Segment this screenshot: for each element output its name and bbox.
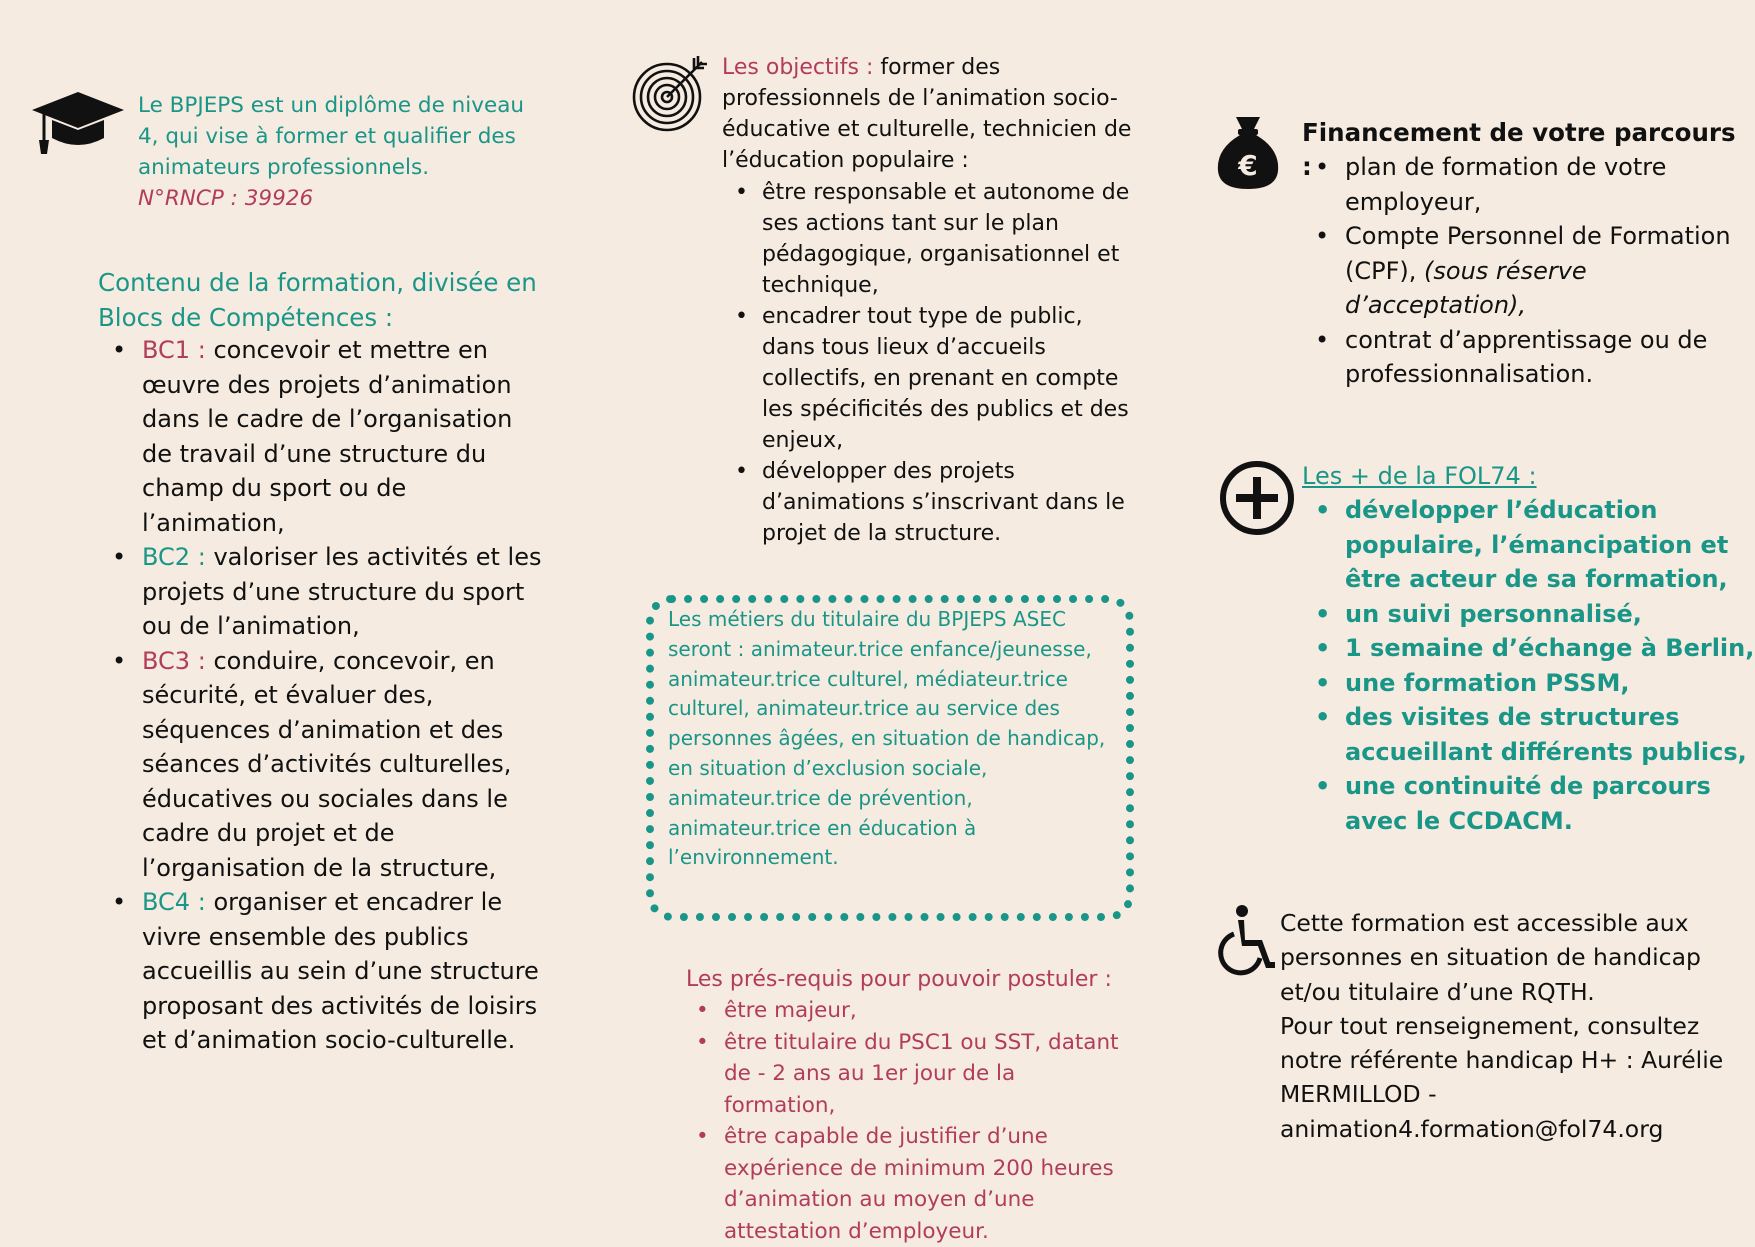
- list-item: • encadrer tout type de public, dans tous lieux d’accueils collectifs, en prenant en compte les spécificités des publics et des enjeux,: [735, 301, 1135, 456]
- financement-item-text: Compte Personnel de Formation (CPF),: [1345, 222, 1731, 285]
- bc-list: [112, 333, 542, 1058]
- list-item: [1315, 150, 1735, 219]
- objectifs-list: [735, 177, 1135, 549]
- list-item: [112, 885, 542, 1058]
- list-item: • être capable de justifier d’une expérience de minimum 200 heures d’animation au moyen d’une attestation d’employeur.: [696, 1121, 1126, 1247]
- financement-item-text: plan de formation de votre employeur,: [1345, 153, 1667, 216]
- list-item: [112, 644, 542, 886]
- financement-item-note: (sous réserve d’acceptation),: [1345, 256, 1587, 319]
- graduation-cap-icon: [30, 88, 126, 160]
- bc-label: BC4 :: [142, 888, 206, 916]
- bc-text: conduire, concevoir, en sécurité, et évaluer des, séquences d’animation et des séances d’activités culturelles, éducatives ou sociales dans le cadre du projet et de l’organisation de la structure,: [142, 646, 512, 882]
- bc-text: valoriser les activités et les projets d’une structure du sport ou de l’animation,: [142, 543, 542, 640]
- objectifs-lead: Les objectifs :: [722, 55, 874, 80]
- prerequis-title: Les prés-requis pour pouvoir postuler :: [686, 967, 1112, 992]
- bc-text: concevoir et mettre en œuvre des projets d’animation dans le cadre de l’organisation de travail d’une structure du champ du sport ou de l’animation,: [142, 336, 513, 537]
- bc-label: BC2 :: [142, 543, 206, 571]
- list-item: • un suivi personnalisé,: [1315, 597, 1755, 632]
- accessibilite-text: Cette formation est accessible aux personnes en situation de handicap et/ou titulaire d’une RQTH.: [1280, 909, 1701, 1006]
- list-item: [112, 333, 542, 540]
- objectifs-intro: [722, 52, 1142, 176]
- bc-label: BC1 :: [142, 336, 206, 364]
- objectifs-text: former des professionnels de l’animation socio-éducative et culturelle, technicien de l’éducation populaire :: [722, 55, 1132, 173]
- list-item: • être responsable et autonome de ses actions tant sur le plan pédagogique, organisationnel et technique,: [735, 177, 1135, 301]
- svg-text:€: €: [1238, 149, 1258, 182]
- list-item: • être titulaire du PSC1 ou SST, datant de - 2 ans au 1er jour de la formation,: [696, 1027, 1126, 1122]
- list-item: • être majeur,: [696, 995, 1126, 1027]
- money-bag-euro-icon: [1214, 113, 1282, 191]
- financement-item-text: contrat d’apprentissage ou de professionnalisation.: [1345, 325, 1708, 388]
- bc-label: BC3 :: [142, 646, 206, 675]
- list-item: [1315, 323, 1735, 392]
- financement-list: [1315, 150, 1735, 392]
- rncp-number: N°RNCP : 39926: [138, 186, 314, 211]
- list-item: [1315, 219, 1735, 323]
- contenu-title: Contenu de la formation, divisée en Blocs de Compétences :: [98, 268, 537, 332]
- bc-text: organiser et encadrer le vivre ensemble des publics accueillis au sein d’une structure proposant des activités de loisirs et d’animation socio-culturelle.: [142, 888, 539, 1054]
- intro-block: [138, 90, 548, 214]
- list-item: • une formation PSSM,: [1315, 666, 1755, 701]
- plus-list: [1315, 493, 1755, 838]
- list-item: • une continuité de parcours avec le CCDACM.: [1315, 769, 1755, 838]
- accessibilite-block: [1280, 906, 1740, 1146]
- list-item: • développer l’éducation populaire, l’émancipation et être acteur de sa formation,: [1315, 493, 1755, 597]
- prerequis-list: [696, 995, 1126, 1247]
- list-item: • développer des projets d’animations s’inscrivant dans le projet de la structure.: [735, 456, 1135, 549]
- accessibilite-contact: Pour tout renseignement, consultez notre référente handicap H+ : Aurélie MERMILLOD - animation4.formation@fol74.org: [1280, 1011, 1724, 1143]
- plus-title: Les + de la FOL74 :: [1302, 462, 1537, 490]
- plus-circle-icon: [1218, 459, 1296, 537]
- list-item: [112, 540, 542, 644]
- list-item: • des visites de structures accueillant différents publics,: [1315, 700, 1755, 769]
- list-item: • 1 semaine d’échange à Berlin,: [1315, 631, 1755, 666]
- target-icon: [630, 54, 710, 134]
- financement-title: Financement de votre parcours :: [1302, 118, 1736, 181]
- intro-text: Le BPJEPS est un diplôme de niveau 4, qui vise à former et qualifier des animateurs professionnels.: [138, 93, 524, 180]
- metiers-text: Les métiers du titulaire du BPJEPS ASEC seront : animateur.trice enfance/jeunesse, animateur.trice culturel, médiateur.trice culturel, animateur.trice au service des personnes âgées, en situation de handicap, en situation d’exclusion sociale, animateur.trice de prévention, animateur.trice en éducation à l’environnement.: [668, 607, 1106, 870]
- wheelchair-icon: [1218, 904, 1276, 976]
